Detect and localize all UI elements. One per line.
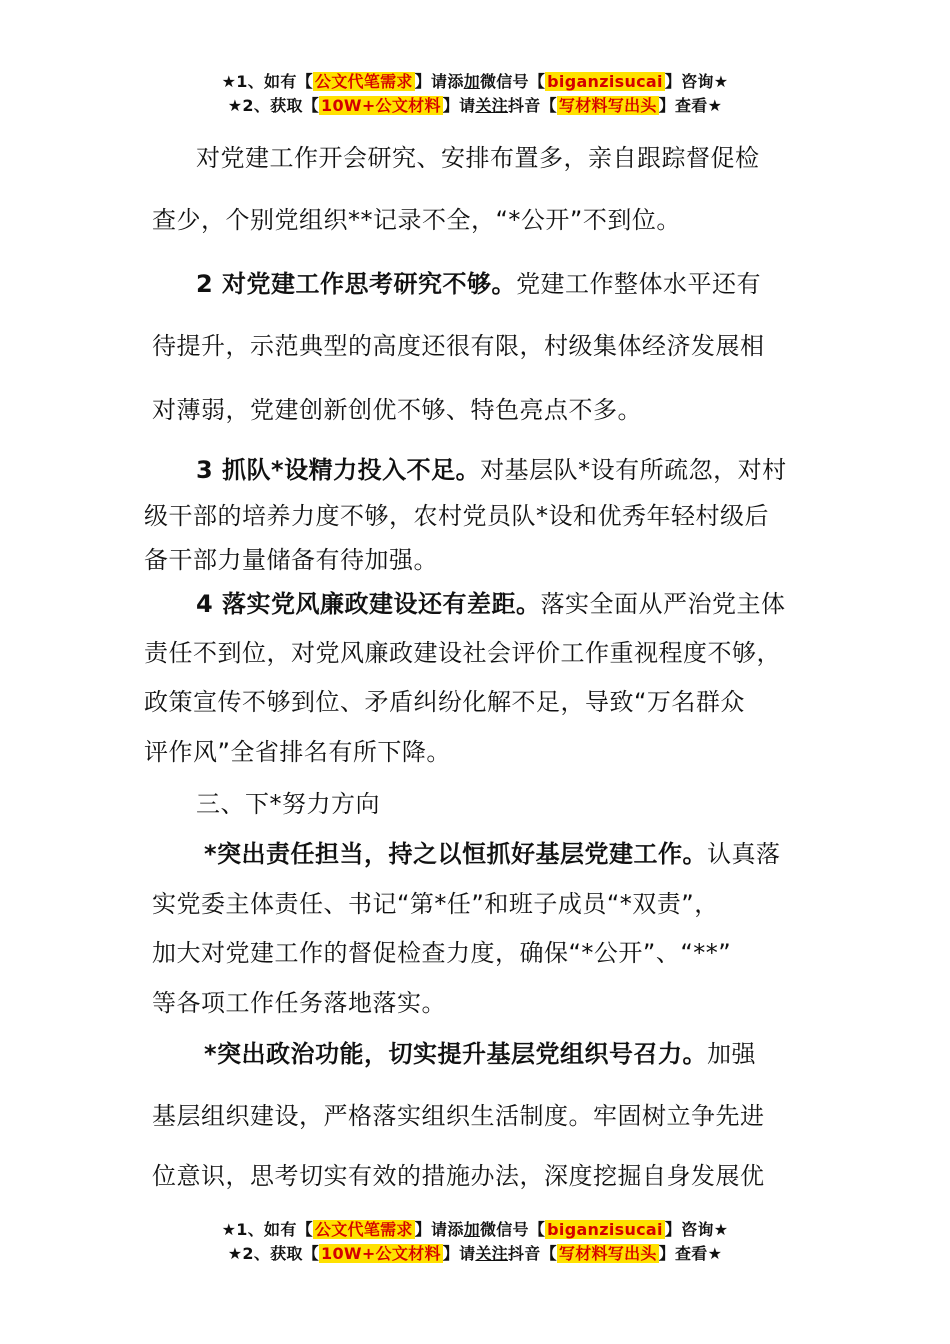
banner-underline: 加: [463, 72, 480, 91]
star-icon: ★: [713, 72, 729, 91]
footer-banner: [0, 1218, 950, 1266]
star-icon: ★: [221, 1220, 237, 1239]
section-heading-direction: 三、下*努力方向: [196, 790, 380, 818]
banner-text: 微信号【: [479, 72, 546, 91]
body-line: 级干部的培养力度不够，农村党员队*设和优秀年轻村级后: [144, 502, 769, 530]
body-line: 待提升，示范典型的高度还很有限，村级集体经济发展相: [152, 332, 765, 360]
body-line: 等各项工作任务落地落实。: [152, 989, 446, 1017]
header-banner: [0, 70, 950, 118]
section-2-heading: 2 对党建工作思考研究不够。: [196, 270, 517, 298]
highlight-douyin: 写材料写出头: [558, 96, 657, 115]
section-4-heading: 4 落实党风廉政建设还有差距。: [196, 590, 541, 618]
subsection-1-heading: *突出责任担当，持之以恒抓好基层党建工作。: [204, 840, 708, 868]
highlight-service: 公文代笔需求: [314, 1220, 413, 1239]
highlight-materials: 10W+公文材料: [321, 1244, 441, 1263]
banner-text: 】请: [442, 96, 476, 115]
body-line: 查少，个别党组织**记录不全，“*公开”不到位。: [152, 206, 681, 234]
banner-text: 1、如有【: [236, 72, 313, 91]
body-line: 备干部力量储备有待加强。: [144, 546, 438, 574]
body-text: 加强: [707, 1040, 757, 1068]
body-text: 对基层队*设有所疏忽，对村: [480, 456, 787, 484]
highlight-service: 公文代笔需求: [314, 72, 413, 91]
banner-row-2: [0, 94, 950, 118]
banner-text: 】咨询: [664, 1220, 714, 1239]
section-3-line: [196, 450, 787, 485]
banner-row-1: [0, 70, 950, 94]
body-line: 责任不到位，对党风廉政建设社会评价工作重视程度不够，: [144, 639, 781, 667]
star-icon: ★: [707, 96, 723, 115]
highlight-materials: 10W+公文材料: [321, 96, 441, 115]
banner-text: 】请添: [414, 1220, 464, 1239]
highlight-wechat-id: biganzisucai: [547, 72, 663, 91]
body-line: 对薄弱，党建创新创优不够、特色亮点不多。: [152, 396, 642, 424]
section-3-heading: 3 抓队*设精力投入不足。: [196, 456, 481, 484]
banner-text: 抖音【: [507, 96, 557, 115]
banner-underline: 关注: [475, 96, 508, 115]
banner-text: 】查看: [658, 96, 708, 115]
banner-text: 】查看: [658, 1244, 708, 1263]
body-text: 落实全面从严治党主体: [540, 590, 786, 618]
body-line: 政策宣传不够到位、矛盾纠纷化解不足，导致“万名群众: [144, 688, 745, 716]
banner-text: 】咨询: [664, 72, 714, 91]
banner-row-1: [0, 1218, 950, 1242]
body-line: 位意识，思考切实有效的措施办法，深度挖掘自身发展优: [152, 1162, 765, 1190]
banner-text: 1、如有【: [236, 1220, 313, 1239]
section-2-line: [196, 264, 761, 299]
subsection-1-line: [204, 834, 781, 869]
body-text: 党建工作整体水平还有: [516, 270, 762, 298]
star-icon: ★: [221, 72, 237, 91]
subsection-2-heading: *突出政治功能，切实提升基层党组织号召力。: [204, 1040, 708, 1068]
banner-text: 2、获取【: [242, 96, 320, 115]
banner-text: 2、获取【: [242, 1244, 320, 1263]
star-icon: ★: [227, 96, 243, 115]
body-line: 基层组织建设，严格落实组织生活制度。牢固树立争先进: [152, 1102, 765, 1130]
highlight-douyin: 写材料写出头: [558, 1244, 657, 1263]
body-line: 加大对党建工作的督促检查力度，确保“*公开”、“**”: [152, 939, 732, 967]
banner-text: 】请添: [414, 72, 464, 91]
banner-underline: 加: [463, 1220, 480, 1239]
body-text: 认真落: [707, 840, 781, 868]
banner-underline: 关注: [475, 1244, 508, 1263]
banner-text: 抖音【: [507, 1244, 557, 1263]
body-line: 实党委主体责任、书记“第*任”和班子成员“*双责”，: [152, 890, 719, 918]
star-icon: ★: [707, 1244, 723, 1263]
section-4-line: [196, 584, 786, 619]
banner-row-2: [0, 1242, 950, 1266]
banner-text: 】请: [442, 1244, 476, 1263]
star-icon: ★: [227, 1244, 243, 1263]
body-line: 对党建工作开会研究、安排布置多，亲自跟踪督促检: [196, 144, 760, 172]
subsection-2-line: [204, 1034, 756, 1069]
star-icon: ★: [713, 1220, 729, 1239]
body-line: 评作风”全省排名有所下降。: [144, 738, 451, 766]
highlight-wechat-id: biganzisucai: [547, 1220, 663, 1239]
banner-text: 微信号【: [479, 1220, 546, 1239]
